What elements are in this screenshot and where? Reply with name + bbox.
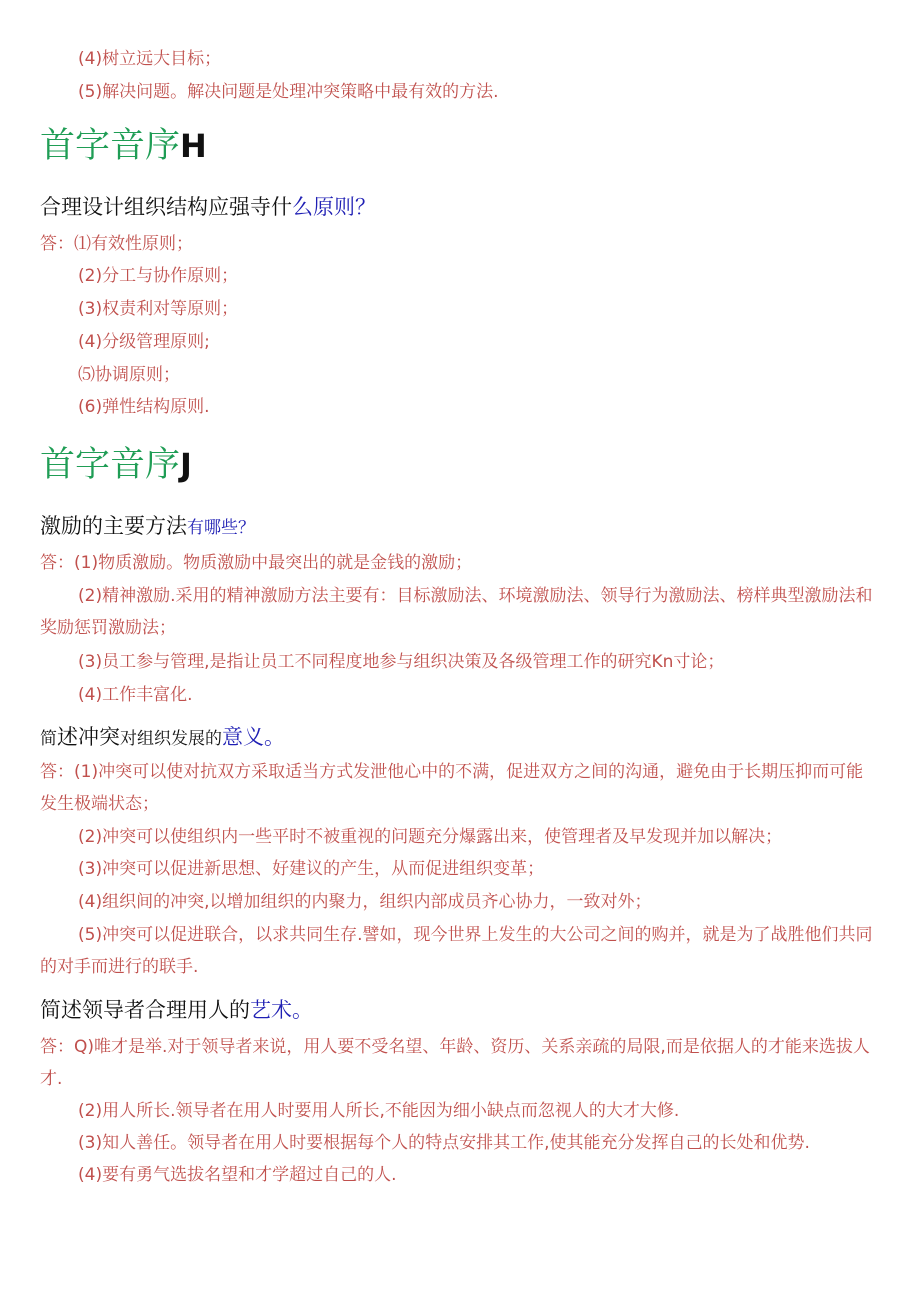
list-item: (3)权责利对等原则； — [78, 299, 239, 319]
list-item: (3)知人善任。领导者在用人时要根据每个人的特点安排其工作,使其能充分发挥自己的长处和优势. — [78, 1133, 810, 1153]
list-item: (2)精神激励.采用的精神激励方法主要有：目标激励法、环境激励法、领导行为激励法、榜样典型激励法和奖励惩罚激励法； — [40, 586, 873, 638]
list-item: (2)分工与协作原则； — [78, 266, 239, 286]
list-item: (4)分级管理原则; — [78, 332, 210, 352]
section-heading-letter: J — [180, 446, 192, 484]
list-item: (2)用人所长.领导者在用人时要用人所长,不能因为细小缺点而忽视人的大才大修. — [78, 1101, 680, 1121]
question-text: 简述领导者合理用人的 — [40, 998, 250, 1022]
section-heading-letter: H — [180, 127, 207, 165]
section-heading-text: 首字音序 — [40, 126, 181, 166]
answer-first-line: 答：(1)物质激励。物质激励中最突出的就是金钱的激励； — [40, 553, 473, 573]
question-text: 激励的主要方法 — [40, 514, 187, 538]
answer-paragraph: 答：(1)冲突可以使对抗双方采取适当方式发泄他心中的不满，促进双方之间的沟通，避免由于长期压抑而可能发生极端状态； — [40, 762, 864, 814]
answer-paragraph: 答：Q)唯才是举.对于领导者来说，用人要不受名望、年龄、资历、关系亲疏的局限,而是依据人的才能来选拔人才. — [40, 1037, 870, 1089]
section-heading-j — [40, 443, 192, 487]
question-title — [40, 193, 376, 221]
question-title — [40, 723, 285, 753]
list-item: (3)冲突可以促进新思想、好建议的产生，从而促进组织变革； — [78, 859, 545, 879]
list-item: (2)冲突可以使组织内一些平时不被重视的问题充分爆露出来，使管理者及早发现并加以解决； — [78, 827, 783, 847]
list-item: (5)解决问题。解决问题是处理冲突策略中最有效的方法. — [78, 82, 499, 102]
list-item: (3)员工参与管理,是指让员工不同程度地参与组织决策及各级管理工作的研究Kn寸论； — [78, 652, 725, 672]
question-text-small: 简 — [40, 729, 57, 749]
question-text: 合理设计组织结构应强寺什 — [40, 195, 292, 219]
question-text-small: 对组织发展的 — [120, 729, 222, 749]
list-item: ⑸协调原则； — [78, 365, 180, 385]
question-text-blue: 么原则？ — [292, 195, 376, 219]
question-title — [40, 512, 255, 542]
list-item: (4)组织间的冲突,以增加组织的内聚力，组织内部成员齐心协力，一致对外； — [78, 892, 652, 912]
question-text-blue: 艺术。 — [250, 998, 313, 1022]
answer-first-line: 答：⑴有效性原则； — [40, 234, 193, 254]
section-heading-text: 首字音序 — [40, 445, 181, 485]
question-text-blue: 意义。 — [222, 725, 285, 749]
list-item: (5)冲突可以促进联合，以求共同生存.譬如，现今世界上发生的大公司之间的购并，就是为了战胜他们共同的对手而进行的联手. — [40, 925, 873, 977]
question-text-blue: 有哪些？ — [187, 518, 255, 538]
question-title — [40, 996, 313, 1024]
list-item: (4)要有勇气选拔名望和才学超过自己的人. — [78, 1165, 397, 1185]
list-item: (4)工作丰富化. — [78, 685, 193, 705]
question-text: 述冲突 — [57, 725, 120, 749]
list-item: (6)弹性结构原则. — [78, 397, 210, 417]
section-heading-h — [40, 124, 207, 168]
list-item: (4)树立远大目标； — [78, 49, 222, 69]
